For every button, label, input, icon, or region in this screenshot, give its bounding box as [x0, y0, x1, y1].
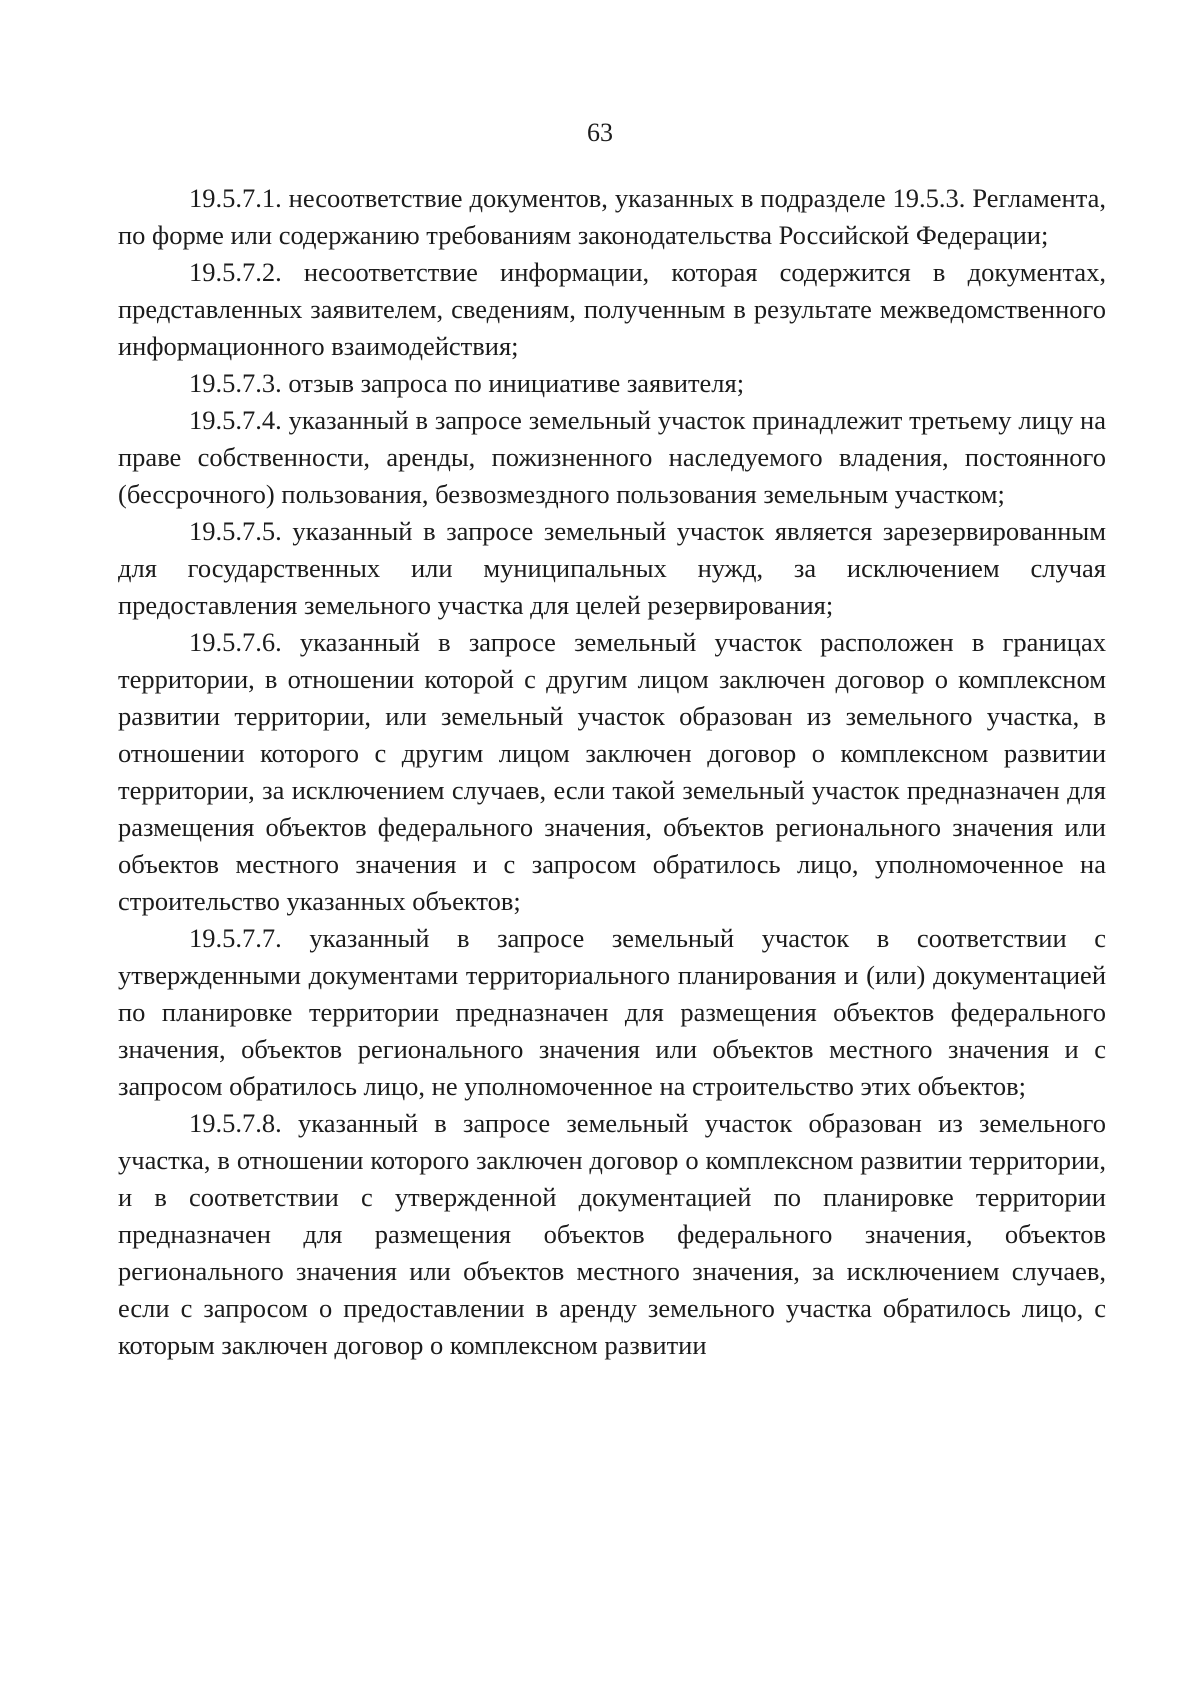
paragraph-19-5-7-1: 19.5.7.1. несоответствие документов, указанных в подразделе 19.5.3. Регламента, по форме или содержанию требованиям законодательства Российской Федерации; [118, 183, 1106, 250]
paragraph-19-5-7-3: 19.5.7.3. отзыв запроса по инициативе заявителя; [189, 368, 745, 398]
paragraph-19-5-7-5: 19.5.7.5. указанный в запросе земельный участок является зарезервированным для государственных или муниципальных нужд, за исключением случая предоставления земельного участка для целей резервирования; [118, 516, 1106, 620]
paragraph-19-5-7-7: 19.5.7.7. указанный в запросе земельный участок в соответствии с утвержденными документами территориального планирования и (или) документацией по планировке территории предназначен для размещения объектов федерального значения, объектов регионального значения или объектов местного значения и с запросом обратилось лицо, не уполномоченное на строительство этих объектов; [118, 923, 1106, 1101]
paragraph-19-5-7-6: 19.5.7.6. указанный в запросе земельный участок расположен в границах территории, в отношении которой с другим лицом заключен договор о комплексном развитии территории, или земельный участок образован из земельного участка, в отношении которого с другим лицом заключен договор о комплексном развитии территории, за исключением случаев, если такой земельный участок предназначен для размещения объектов федерального значения, объектов регионального значения или объектов местного значения и с запросом обратилось лицо, уполномоченное на строительство указанных объектов; [118, 627, 1106, 916]
paragraph-19-5-7-4: 19.5.7.4. указанный в запросе земельный участок принадлежит третьему лицу на праве собственности, аренды, пожизненного наследуемого владения, постоянного (бессрочного) пользования, безвозмездного пользования земельным участком; [118, 405, 1106, 509]
paragraph-19-5-7-2: 19.5.7.2. несоответствие информации, которая содержится в документах, представленных заявителем, сведениям, полученным в результате межведомственного информационного взаимодействия; [118, 257, 1106, 361]
document-body [118, 180, 1106, 1364]
paragraph-19-5-7-8: 19.5.7.8. указанный в запросе земельный участок образован из земельного участка, в отношении которого заключен договор о комплексном развитии территории, и в соответствии с утвержденной документацией по планировке территории предназначен для размещения объектов федерального значения, объектов регионального значения или объектов местного значения, за исключением случаев, если с запросом о предоставлении в аренду земельного участка обратилось лицо, с которым заключен договор о комплексном развитии [118, 1108, 1106, 1360]
page-number: 63 [587, 118, 613, 147]
